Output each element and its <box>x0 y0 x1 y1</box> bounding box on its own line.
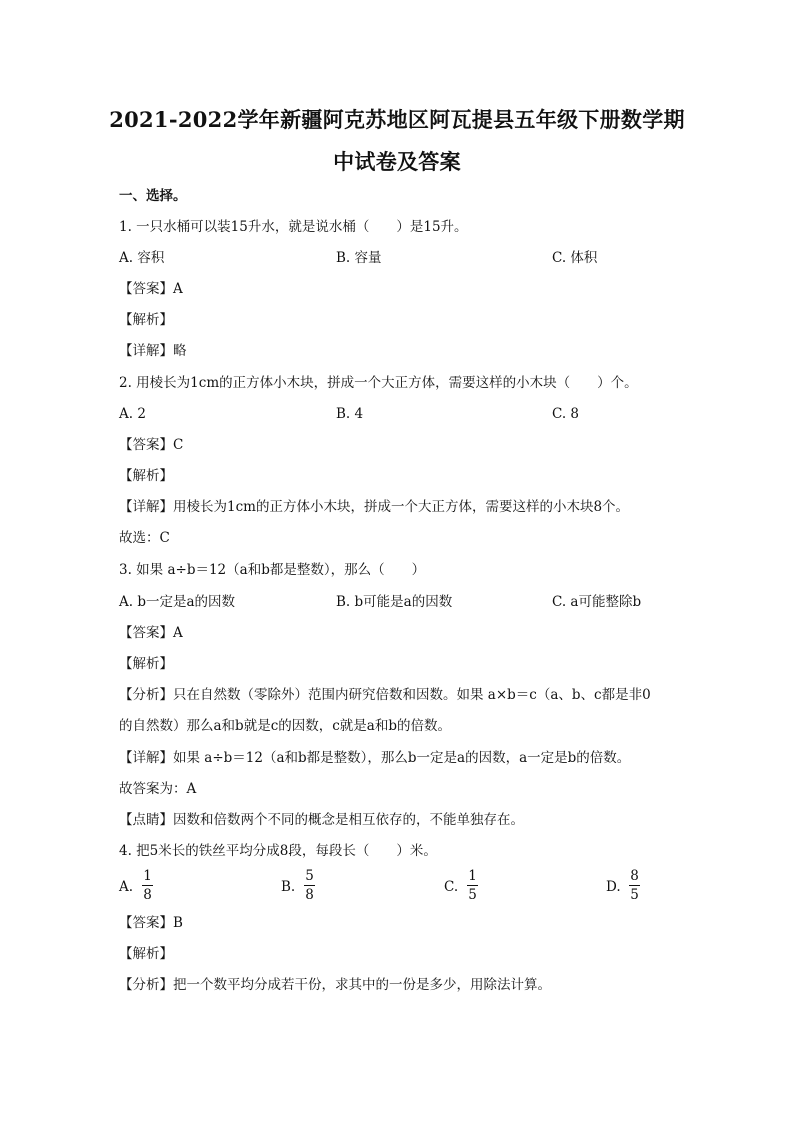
fraction-denominator: 8 <box>143 887 152 903</box>
question-4-fenxi: 【分析】把一个数平均分成若干份，求其中的一份是多少，用除法计算。 <box>119 977 551 993</box>
fraction-numerator: 1 <box>143 868 152 884</box>
fraction-bar <box>142 885 153 886</box>
question-2-stem: 2. 用棱长为1cm的正方体小木块，拼成一个大正方体，需要这样的小木块（ ）个。 <box>119 375 638 391</box>
question-2-detail: 【详解】用棱长为1cm的正方体小木块，拼成一个大正方体，需要这样的小木块8个。 <box>119 499 630 515</box>
question-2-option-b: B. 4 <box>336 406 364 422</box>
question-2-option-a: A. 2 <box>119 406 146 422</box>
question-2-choice: 故选：C <box>119 530 170 546</box>
question-1-detail: 【详解】略 <box>119 343 187 359</box>
question-2-option-c: C. 8 <box>552 406 580 422</box>
fraction-denominator: 8 <box>305 887 314 903</box>
question-3-analysis: 【解析】 <box>119 656 173 672</box>
question-4-option-a-fraction <box>142 868 153 903</box>
question-3-answer: 【答案】A <box>119 625 183 641</box>
question-1-option-a: A. 容积 <box>119 250 165 266</box>
fraction-numerator: 8 <box>630 868 639 884</box>
question-3-detail: 【详解】如果 a÷b＝12（a和b都是整数），那么b一定是a的因数，a一定是b的倍数。 <box>119 750 631 766</box>
question-4-option-d-label: D. <box>606 879 621 895</box>
document-title-line-1: 2021-2022学年新疆阿克苏地区阿瓦提县五年级下册数学期 <box>109 107 685 132</box>
question-4-option-b-fraction <box>304 868 315 903</box>
question-4-option-b-label: B. <box>281 879 296 895</box>
question-4-option-c-fraction <box>467 868 478 903</box>
question-3-final-answer: 故答案为：A <box>119 781 197 797</box>
question-3-fenxi-line-2: 的自然数）那么a和b就是c的因数，c就是a和b的倍数。 <box>119 718 452 734</box>
question-2-analysis: 【解析】 <box>119 468 173 484</box>
fraction-numerator: 1 <box>468 868 477 884</box>
question-4-analysis: 【解析】 <box>119 946 173 962</box>
question-3-option-b: B. b可能是a的因数 <box>336 594 453 610</box>
fraction-denominator: 5 <box>468 887 477 903</box>
question-3-fenxi-line-1: 【分析】只在自然数（零除外）范围内研究倍数和因数。如果 a×b＝c（a、b、c都是非0 <box>119 687 651 703</box>
document-title-line-2: 中试卷及答案 <box>333 149 461 174</box>
fraction-bar <box>467 885 478 886</box>
fraction-denominator: 5 <box>630 887 639 903</box>
question-3-option-c: C. a可能整除b <box>552 594 642 610</box>
question-4-option-d-fraction <box>629 868 640 903</box>
question-1-option-b: B. 容量 <box>336 250 382 266</box>
question-4-stem: 4. 把5米长的铁丝平均分成8段，每段长（ ）米。 <box>119 843 437 859</box>
fraction-bar <box>304 885 315 886</box>
question-4-answer: 【答案】B <box>119 915 183 931</box>
question-1-answer: 【答案】A <box>119 281 183 297</box>
fraction-numerator: 5 <box>305 868 314 884</box>
question-1-option-c: C. 体积 <box>552 250 598 266</box>
question-3-stem: 3. 如果 a÷b＝12（a和b都是整数），那么（ ） <box>119 562 426 578</box>
question-1-analysis: 【解析】 <box>119 312 173 328</box>
question-3-dianjing: 【点睛】因数和倍数两个不同的概念是相互依存的，不能单独存在。 <box>119 812 524 828</box>
question-4-option-c-label: C. <box>444 879 459 895</box>
question-4-option-a-label: A. <box>119 879 134 895</box>
fraction-bar <box>629 885 640 886</box>
section-heading: 一、选择。 <box>119 188 187 204</box>
question-1-stem: 1. 一只水桶可以装15升水，就是说水桶（ ）是15升。 <box>119 219 468 235</box>
question-2-answer: 【答案】C <box>119 437 184 453</box>
question-3-option-a: A. b一定是a的因数 <box>119 594 236 610</box>
